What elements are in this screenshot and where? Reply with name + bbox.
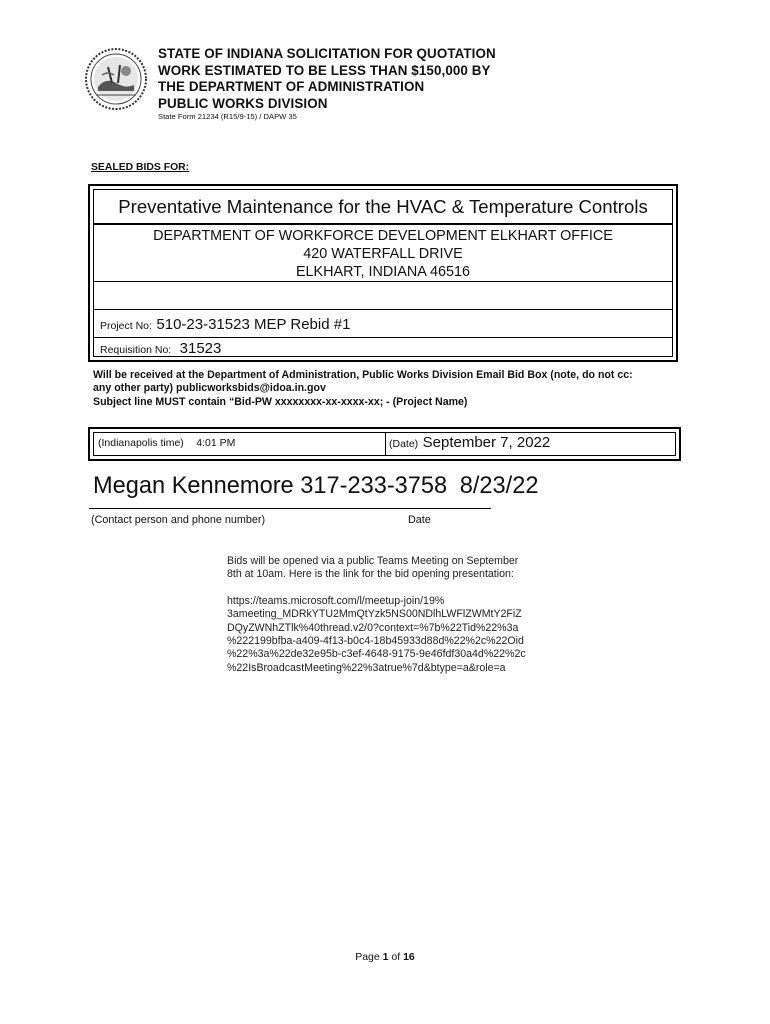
requisition-value: 31523: [179, 340, 222, 357]
meeting-link[interactable]: DQyZWNhZTlk%40thread.v2/0?context=%7b%22Tid%22%3a: [227, 621, 519, 634]
blank-row: [94, 282, 672, 310]
page-total: 16: [403, 951, 415, 963]
sealed-bids-label: SEALED BIDS FOR:: [91, 162, 190, 173]
page-word: Page: [355, 951, 383, 963]
project-address-row: [94, 225, 672, 282]
meeting-link[interactable]: %22IsBroadcastMeeting%22%3atrue%7d&btype=a&role=a: [227, 661, 506, 674]
project-number-label: Project No:: [100, 320, 152, 332]
requisition-row: [94, 338, 672, 361]
page-footer: [0, 951, 770, 963]
project-number-row: [94, 310, 672, 338]
notice-line: Subject line MUST contain “Bid-PW xxxxxxxx-xx-xxxx-xx; - (Project Name): [93, 395, 468, 408]
state-seal-icon: [84, 47, 148, 111]
bid-opening-note: [227, 555, 526, 675]
meeting-link[interactable]: %222199bfba-a409-4f13-b0c4-18b45933d88d%22%2c%22Oid: [227, 635, 524, 648]
form-header-title: [158, 46, 496, 112]
header-line: THE DEPARTMENT OF ADMINISTRATION: [158, 79, 425, 94]
submission-notice: [93, 369, 633, 409]
deadline-time-cell: [94, 433, 386, 455]
date-label: (Date): [389, 438, 419, 450]
time-label: (Indianapolis time): [98, 437, 184, 449]
address-line: ELKHART, INDIANA 46516: [295, 264, 471, 280]
meeting-link[interactable]: 3ameeting_MDRkYTU2MmQtYzk5NS00NDlhLWFlZWMtY2FiZ: [227, 608, 522, 621]
project-address: [94, 225, 672, 281]
header-line: WORK ESTIMATED TO BE LESS THAN $150,000 BY: [158, 62, 491, 78]
page-number: 1: [382, 951, 389, 963]
project-info-box: [88, 184, 678, 362]
note-line: [227, 582, 526, 595]
of-word: of: [388, 951, 404, 963]
address-line: DEPARTMENT OF WORKFORCE DEVELOPMENT ELKHART OFFICE: [153, 228, 613, 244]
header-line: PUBLIC WORKS DIVISION: [158, 95, 328, 111]
contact-name-phone: Megan Kennemore 317-233-3758: [93, 473, 448, 499]
deadline-date-cell: [385, 433, 675, 455]
header-line: STATE OF INDIANA SOLICITATION FOR QUOTATION: [158, 46, 496, 61]
meeting-link[interactable]: https://teams.microsoft.com/l/meetup-join/19%: [227, 594, 445, 607]
date-caption: Date: [408, 514, 431, 526]
notice-line: Will be received at the Department of Administration, Public Works Division Email Bid Box (note, do not cc:: [93, 369, 633, 381]
time-value: 4:01 PM: [196, 437, 236, 449]
signature-line: [89, 508, 491, 509]
date-value: September 7, 2022: [422, 434, 551, 451]
notice-line: any other party) publicworksbids@idoa.in.gov: [93, 382, 326, 395]
contact-date: 8/23/22: [459, 473, 539, 499]
contact-label: (Contact person and phone number): [91, 514, 266, 526]
requisition-label: Requisition No:: [100, 344, 172, 356]
project-title: Preventative Maintenance for the HVAC & Temperature Controls: [118, 196, 648, 217]
deadline-box: [88, 427, 681, 461]
note-line: 8th at 10am. Here is the link for the bid opening presentation:: [227, 568, 514, 581]
form-number: State Form 21234 (R15/9-15) / DAPW 35: [158, 112, 297, 121]
address-line: 420 WATERFALL DRIVE: [303, 246, 463, 262]
note-line: Bids will be opened via a public Teams Meeting on September: [227, 555, 519, 567]
meeting-link[interactable]: %22%3a%22de32e95b-c3ef-4648-9175-9e46fdf30a4d%22%2c: [227, 648, 526, 661]
project-title-row: [94, 190, 672, 225]
project-number-value: 510-23-31523 MEP Rebid #1: [156, 316, 351, 333]
contact-info: [93, 473, 538, 500]
